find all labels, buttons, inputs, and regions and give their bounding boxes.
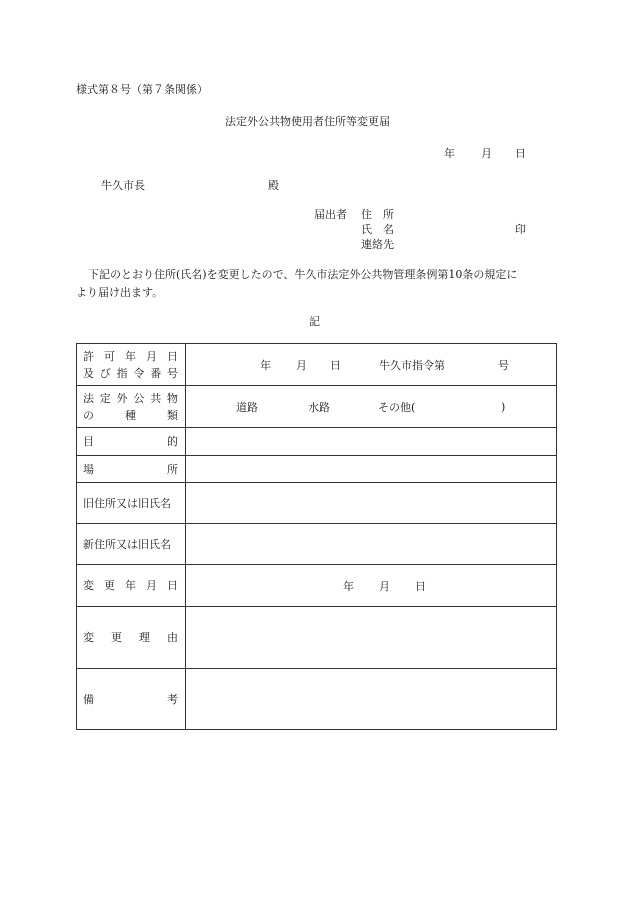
type-other-option[interactable]: その他( — [378, 400, 416, 414]
change-date-label: 変 更 年 月 日 — [83, 579, 178, 592]
row-location — [77, 456, 557, 483]
date-day-label: 日 — [515, 147, 526, 160]
row-new-address — [77, 524, 557, 565]
new-address-label-cell — [77, 524, 186, 565]
date-month-label: 月 — [481, 147, 492, 160]
type-label-cell — [77, 386, 186, 428]
row-reason — [77, 607, 557, 669]
change-date-year-label: 年 — [343, 579, 354, 593]
type-label-line1: 法 定 外 公 共 物 — [83, 391, 178, 405]
form-number: 様式第８号（第７条関係） — [76, 83, 208, 96]
type-value-cell[interactable] — [186, 386, 557, 428]
row-old-address — [77, 483, 557, 524]
type-waterway-option[interactable]: 水路 — [308, 400, 330, 414]
type-other-close: ) — [501, 400, 506, 413]
old-address-label: 旧住所又は旧氏名 — [83, 496, 171, 510]
type-road-option[interactable]: 道路 — [236, 400, 258, 414]
remarks-label: 備 考 — [83, 692, 178, 706]
reason-label-cell — [77, 607, 186, 669]
type-label-rui: 類 — [167, 408, 178, 422]
row-permit — [77, 344, 557, 386]
new-address-value-cell[interactable] — [186, 524, 557, 565]
change-date-day-label: 日 — [415, 579, 426, 593]
permit-value-cell[interactable] — [186, 344, 557, 386]
new-address-label: 新住所又は旧氏名 — [83, 537, 171, 551]
permit-label-line2: 及 び 指 令 番 号 — [83, 366, 178, 380]
old-address-label-cell — [77, 483, 186, 524]
permit-label-line1: 許 可 年 月 日 — [83, 349, 178, 363]
permit-label-cell — [77, 344, 186, 386]
reason-label: 変 更 理 由 — [83, 631, 178, 644]
purpose-label: 目 的 — [83, 435, 178, 448]
purpose-value-cell[interactable] — [186, 428, 557, 456]
change-date-label-cell — [77, 565, 186, 607]
purpose-label-cell — [77, 428, 186, 456]
date-year-label: 年 — [444, 147, 455, 160]
row-purpose — [77, 428, 557, 456]
old-address-value-cell[interactable] — [186, 483, 557, 524]
type-label-no: の — [83, 408, 94, 422]
body-line-1: 下記のとおり住所(氏名)を変更したので、牛久市法定外公共物管理条例第10条の規定に — [88, 268, 518, 281]
address-label: 住 所 — [361, 208, 394, 221]
permit-order-label: 牛久市指令第 — [379, 358, 445, 372]
body-line-2: より届け出ます。 — [76, 286, 164, 299]
remarks-label-cell — [77, 669, 186, 730]
change-date-value-cell[interactable] — [186, 565, 557, 607]
change-date-month-label: 月 — [379, 579, 390, 593]
row-type — [77, 386, 557, 428]
honorific: 殿 — [268, 179, 279, 192]
remarks-value-cell[interactable] — [186, 669, 557, 730]
form-title: 法定外公共物使用者住所等変更届 — [225, 115, 390, 128]
permit-year-label: 年 — [260, 358, 271, 372]
reason-value-cell[interactable] — [186, 607, 557, 669]
location-value-cell[interactable] — [186, 456, 557, 483]
type-label-shu: 種 — [125, 408, 136, 422]
applicant-label: 届出者 — [314, 208, 347, 221]
type-label-line2 — [83, 407, 178, 424]
location-label-cell — [77, 456, 186, 483]
permit-number-label: 号 — [498, 358, 509, 372]
form-table — [76, 343, 557, 730]
row-remarks — [77, 669, 557, 730]
contact-label: 連絡先 — [361, 238, 394, 251]
ki-heading: 記 — [309, 315, 320, 328]
permit-day-label: 日 — [330, 358, 341, 372]
permit-month-label: 月 — [296, 358, 307, 372]
row-change-date — [77, 565, 557, 607]
seal-mark: 印 — [515, 223, 526, 236]
name-label: 氏 名 — [361, 223, 394, 236]
addressee: 牛久市長 — [101, 179, 145, 192]
location-label: 場 所 — [83, 462, 178, 476]
